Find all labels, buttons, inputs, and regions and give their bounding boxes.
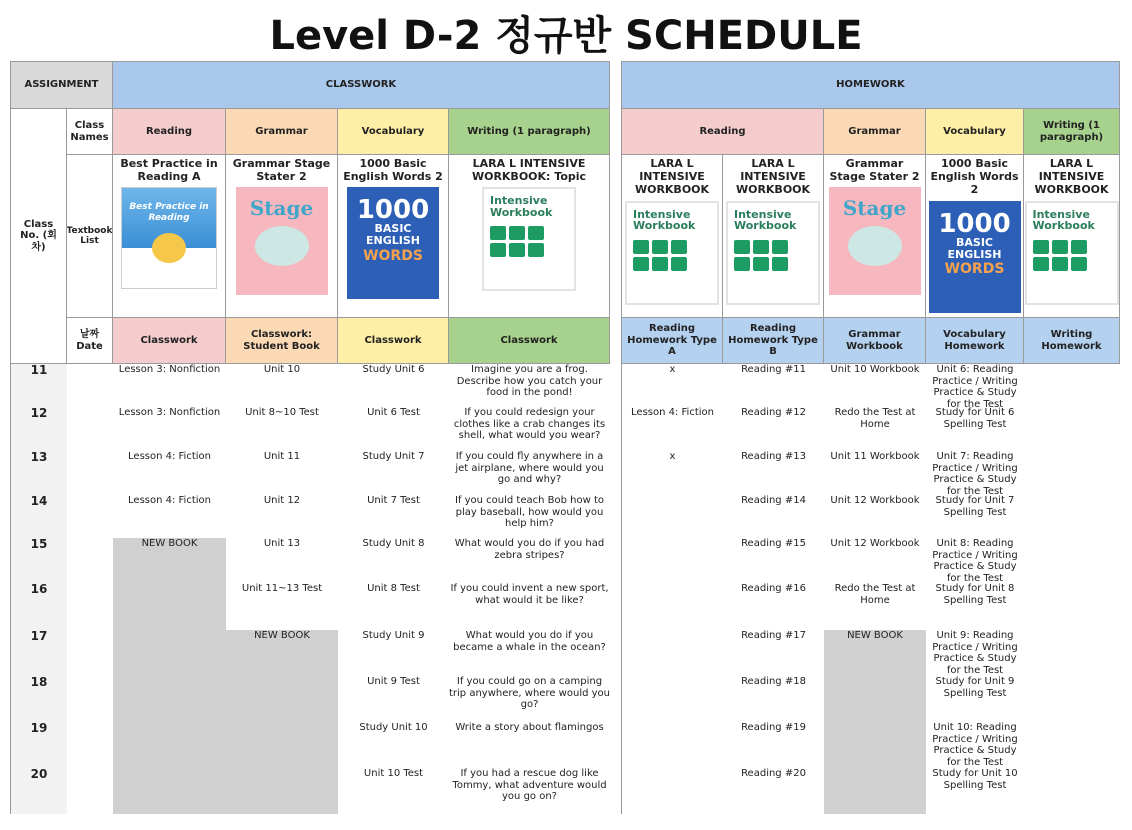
hw-sub-grammar: Grammar Workbook xyxy=(824,318,926,364)
cw-book-grammar xyxy=(226,155,338,318)
cw-book-reading-title: Best Practice in Reading A xyxy=(120,157,218,184)
hw-book-reading-a-title: LARA L INTENSIVE WORKBOOK xyxy=(634,157,710,197)
hw-sub-vocabulary: Vocabulary Homework xyxy=(926,318,1024,364)
date-label: 날짜 Date xyxy=(67,318,113,364)
hw-book-writing-title: LARA L INTENSIVE WORKBOOK xyxy=(1034,157,1109,197)
hw-book-grammar-title: Grammar Stage Stater 2 xyxy=(829,157,920,184)
grammar-book-cover-image: Stage xyxy=(236,187,328,295)
workbook-cover-image: Intensive Workbook xyxy=(482,187,576,291)
cw-book-reading xyxy=(113,155,226,318)
hw-sub-reading-b: Reading Homework Type B xyxy=(723,318,824,364)
homework-table xyxy=(621,61,1120,814)
cw-subject-reading: Reading xyxy=(113,109,226,155)
hw-sub-writing: Writing Homework xyxy=(1024,318,1120,364)
hw-book-writing xyxy=(1024,155,1120,318)
workbook-cover-image: Intensive Workbook xyxy=(1025,201,1119,305)
cw-subject-vocabulary: Vocabulary xyxy=(338,109,449,155)
class-names-label: Class Names xyxy=(67,109,113,155)
hw-subject-vocabulary: Vocabulary xyxy=(926,109,1024,155)
vocabulary-book-cover-image: 1000 BASIC ENGLISH WORDS xyxy=(347,187,439,299)
hw-book-vocabulary-title: 1000 Basic English Words 2 xyxy=(930,157,1019,197)
hw-subject-writing: Writing (1 paragraph) xyxy=(1024,109,1120,155)
cw-sub-vocabulary: Classwork xyxy=(338,318,449,364)
hw-book-reading-a xyxy=(622,155,723,318)
cw-book-grammar-title: Grammar Stage Stater 2 xyxy=(232,157,331,184)
cw-book-writing xyxy=(449,155,610,318)
cw-sub-writing: Classwork xyxy=(449,318,610,364)
cw-subject-writing: Writing (1 paragraph) xyxy=(449,109,610,155)
cw-book-vocabulary-title: 1000 Basic English Words 2 xyxy=(343,157,443,184)
cw-sub-grammar: Classwork: Student Book xyxy=(226,318,338,364)
workbook-cover-image: Intensive Workbook xyxy=(625,201,719,305)
textbook-list-label: Textbook List xyxy=(67,155,113,318)
hw-book-reading-b-title: LARA L INTENSIVE WORKBOOK xyxy=(735,157,811,197)
page-title: Level D-2 정규반 SCHEDULE xyxy=(269,13,863,59)
hw-subject-reading: Reading xyxy=(622,109,824,155)
grammar-book-cover-image: Stage xyxy=(829,187,921,295)
hw-book-reading-b xyxy=(723,155,824,318)
workbook-cover-image: Intensive Workbook xyxy=(726,201,820,305)
vocabulary-book-cover-image: 1000 BASIC ENGLISH WORDS xyxy=(929,201,1021,313)
reading-book-cover-image: Best Practice in Reading xyxy=(121,187,217,289)
classwork-table xyxy=(10,61,610,814)
cw-subject-grammar: Grammar xyxy=(226,109,338,155)
cw-sub-reading: Classwork xyxy=(113,318,226,364)
cw-book-vocabulary xyxy=(338,155,449,318)
hw-subject-grammar: Grammar xyxy=(824,109,926,155)
homework-header: HOMEWORK xyxy=(622,62,1120,109)
hw-sub-reading-a: Reading Homework Type A xyxy=(622,318,723,364)
hw-book-vocabulary xyxy=(926,155,1024,318)
hw-book-grammar xyxy=(824,155,926,318)
cw-book-writing-title: LARA L INTENSIVE WORKBOOK: Topic xyxy=(471,157,587,184)
assignment-header: ASSIGNMENT xyxy=(11,62,113,109)
classwork-header: CLASSWORK xyxy=(113,62,610,109)
class-no-label: Class No. (회차) xyxy=(11,109,67,364)
